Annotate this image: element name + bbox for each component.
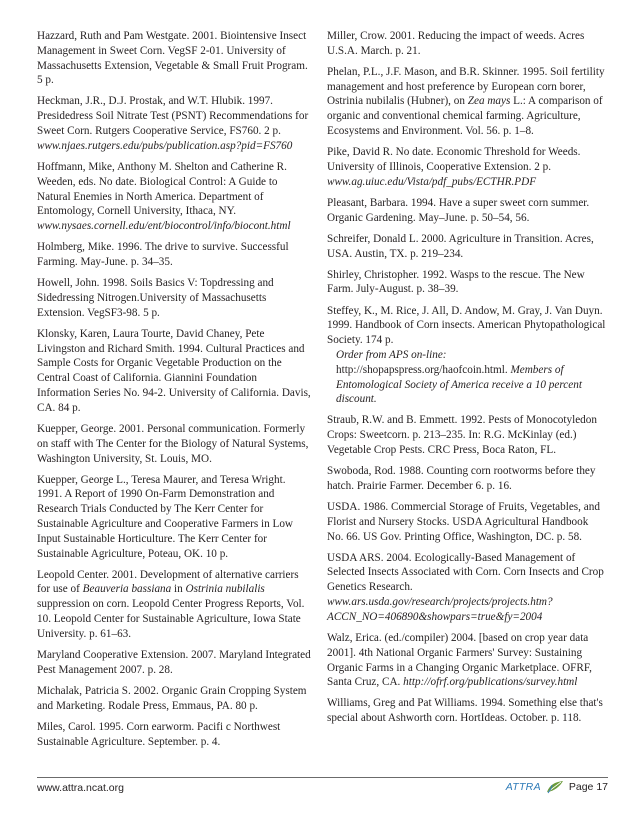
reference-text: Hazzard, Ruth and Pam Westgate. 2001. Biointensive Insect Management in Sweet Corn. VegSF 2-01. University of Massachusetts Extension, Vegetable & Small Fruit Program. 5 p. (37, 30, 308, 87)
reference-entry (327, 65, 607, 139)
footer-branding (506, 780, 608, 794)
reference-note (327, 348, 607, 407)
reference-text: http://shopapspress.org/haofcoin.html. (336, 363, 511, 376)
reference-column-left (37, 29, 313, 756)
reference-column-right (327, 29, 607, 732)
reference-text: Miller, Crow. 2001. Reducing the impact of weeds. Acres U.S.A. March. p. 21. (327, 30, 585, 57)
reference-italic-text: http://ofrf.org/publications/survey.html (403, 676, 578, 689)
reference-text: Shirley, Christopher. 1992. Wasps to the rescue. The New Farm. July-August. p. 38–39. (327, 268, 585, 296)
reference-italic-text: Order from APS on-line: (336, 348, 447, 361)
reference-text: Miles, Carol. 1995. Corn earworm. Pacifi c Northwest Sustainable Agriculture. September. p. 4. (37, 720, 281, 748)
reference-text: Phelan, P.L., J.F. Mason, and B.R. Skinner. 1995. Soil fertility management and host preference by European corn borer, Ostrinia nubilalis (Hubner), on (327, 65, 605, 108)
reference-text: Straub, R.W. and B. Emmett. 1992. Pests of Monocotyledon Crops: Sweetcorn. p. 213–235. In: R.G. McKinlay (ed.) Vegetable Crop Pests. CRC Press, Boca Raton, FL. (327, 414, 597, 456)
reference-text: Swoboda, Rod. 1988. Counting corn rootworms before they hatch. Prairie Farmer. December 6. p. 16. (327, 465, 596, 492)
reference-entry (327, 268, 607, 298)
reference-entry (37, 240, 313, 270)
attra-wordmark: ATTRA (505, 781, 541, 793)
reference-entry (37, 327, 313, 416)
reference-text: Klonsky, Karen, Laura Tourte, David Chaney, Pete Livingston and Richard Smith. 1994. Cultural Practices and Sample Costs for Organic Vegetable Production on the Central Coast of California. Giannini Foundation Information Series No. 94-2. University of California. Davis, CA. 84 p. (37, 327, 311, 414)
reference-entry (327, 464, 607, 494)
reference-entry (327, 196, 607, 226)
reference-italic-text: Ostrinia nubilalis (185, 583, 265, 596)
reference-italic-text: www.njaes.rutgers.edu/pubs/publication.asp?pid=FS760 (37, 139, 293, 152)
reference-text: in (171, 583, 186, 596)
reference-italic-text: Beauveria bassiana (82, 583, 172, 596)
footer-url[interactable]: www.attra.ncat.org (37, 782, 124, 794)
reference-text: Michalak, Patricia S. 2002. Organic Grain Cropping System and Marketing. Rodale Press, Emmaus, PA. 80 p. (37, 684, 307, 712)
reference-entry (327, 696, 607, 726)
reference-italic-text: www.ag.uiuc.edu/Vista/pdf_pubs/ECTHR.PDF (327, 175, 537, 188)
reference-italic-text: Zea mays (467, 95, 511, 108)
reference-entry (327, 232, 607, 262)
reference-text: Williams, Greg and Pat Williams. 1994. Something else that's special about Ashworth corn. HortIdeas. October. p. 118. (327, 697, 603, 725)
reference-entry (327, 29, 607, 59)
reference-entry (37, 422, 313, 466)
reference-text: USDA. 1986. Commercial Storage of Fruits, Vegetables, and Florist and Nursery Stocks. USDA Agricultural Handbook No. 66. US Gov. Printing Office, Washington, DC. p. 58. (327, 500, 600, 543)
reference-entry (327, 631, 607, 690)
reference-text: Heckman, J.R., D.J. Prostak, and W.T. Hlubik. 1997. Presidedress Soil Nitrate Test (PSNT) Recommendations for Sweet Corn. Rutgers Cooperative Service, FS760. 2 p. (37, 95, 309, 138)
reference-text: suppression on corn. Leopold Center Progress Reports, Vol. 10. Leopold Center for Sustainable Agriculture, Iowa State University. p. 61–63. (37, 598, 305, 640)
reference-entry (37, 29, 313, 88)
reference-entry (37, 568, 313, 642)
reference-text: Howell, John. 1998. Soils Basics V: Topdressing and Sidedressing Nitrogen.University of Massachusetts Extension. VegSF3-98. 5 p. (37, 277, 274, 319)
reference-entry (37, 276, 313, 320)
reference-text: Kuepper, George L., Teresa Maurer, and Teresa Wright. 1991. A Report of 1990 On-Farm Demonstration and Research Trials Conducted by The Kerr Center for Sustainable Agriculture and Cooperative Farmers in Low Input Sustainable Horticulture. The Kerr Center for Sustainable Agriculture, Poteau, OK. 10 p. (37, 473, 294, 560)
reference-text: Kuepper, George. 2001. Personal communication. Formerly on staff with The Center for the Biology of Natural Systems, Washington University, St. Louis, MO. (37, 422, 309, 465)
reference-text: Walz, Erica. (ed./compiler) 2004. [based on crop year data 2001]. 4th National Organic Farmers' Survey: Sustaining Organic Farms in a Changing Organic Marketplace. OFRF, Santa Cruz, CA. (327, 631, 592, 689)
footer-divider (37, 777, 608, 778)
reference-entry (37, 160, 313, 234)
reference-text: L.: A comparison of organic and conventional chemical farming. Agriculture, Ecosystems and Environment. Vol. 56. p. 1–8. (327, 95, 603, 138)
reference-text: Steffey, K., M. Rice, J. All, D. Andow, M. Gray, J. Van Duyn. 1999. Handbook of Corn insects. American Phytopathological Society. 174 p. (327, 304, 606, 347)
reference-entry (327, 500, 607, 544)
reference-entry (37, 473, 313, 562)
reference-entry (327, 145, 607, 189)
leaf-logo-icon (546, 780, 564, 794)
reference-text: Pike, David R. No date. Economic Threshold for Weeds. University of Illinois, Cooperative Extension. 2 p. (327, 146, 581, 173)
reference-italic-text: www.nysaes.cornell.edu/ent/biocontrol/info/biocont.html (37, 220, 291, 233)
reference-entry (37, 648, 313, 678)
reference-text: Holmberg, Mike. 1996. The drive to survive. Successful Farming. May-June. p. 34–35. (37, 241, 289, 269)
reference-text: Schreifer, Donald L. 2000. Agriculture in Transition. Acres, USA. Austin, TX. p. 219–234. (327, 232, 594, 260)
reference-entry (37, 94, 313, 153)
reference-entry (327, 413, 607, 457)
reference-text: Hoffmann, Mike, Anthony M. Shelton and Catherine R. Weeden, eds. No date. Biological Control: A Guide to Natural Enemies in North America. Department of Entomology, Cornell University, Ithaca, NY. (37, 160, 287, 218)
reference-text: Pleasant, Barbara. 1994. Have a super sweet corn summer. Organic Gardening. May–June. p. 50–54, 56. (327, 196, 590, 224)
reference-entry (37, 684, 313, 714)
reference-entry (327, 304, 607, 408)
reference-entry (327, 551, 607, 625)
reference-text: Maryland Cooperative Extension. 2007. Maryland Integrated Pest Management 2007. p. 28. (37, 648, 311, 676)
reference-italic-text: www.ars.usda.gov/research/projects/projects.htm?ACCN_NO=406890&showpars=true&fy=2004 (327, 596, 553, 623)
reference-italic-text: Members of Entomological Society of America receive a 10 percent discount. (336, 363, 582, 406)
reference-entry (37, 720, 313, 750)
reference-text: USDA ARS. 2004. Ecologically-Based Management of Selected Insects Associated with Corn. Corn Insects and Crop Genetics Research. (327, 551, 604, 594)
page-number: Page 17 (568, 781, 608, 793)
reference-text: Leopold Center. 2001. Development of alternative carriers for use of (37, 568, 299, 596)
